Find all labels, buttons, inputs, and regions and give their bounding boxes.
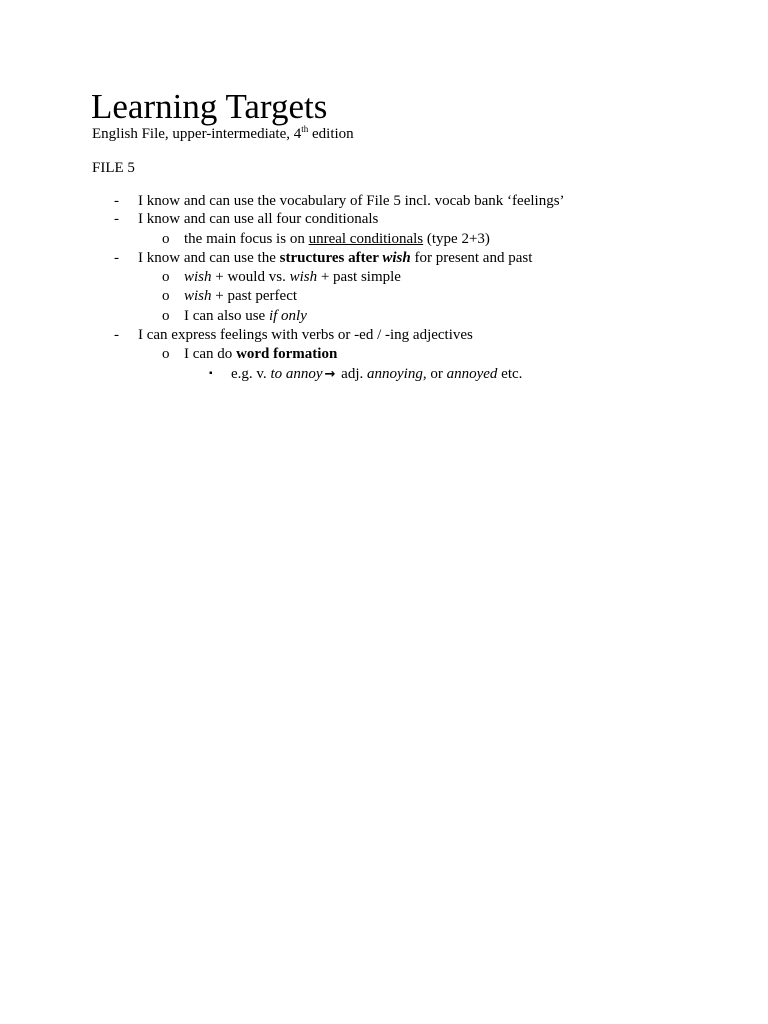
circle-bullet: o: [162, 346, 170, 362]
circle-bullet: o: [162, 231, 170, 247]
italic-text: annoying: [367, 366, 423, 382]
list-item-text: [138, 249, 532, 267]
text-run: I can also use: [184, 308, 269, 324]
text-run: adj.: [337, 366, 367, 382]
list-item-text: [184, 230, 490, 248]
subtitle-suffix: edition: [308, 126, 354, 142]
italic-text: annoyed: [446, 366, 498, 382]
list-item-text: [231, 365, 522, 384]
arrow-right-icon: →: [324, 367, 336, 382]
dash-bullet: -: [114, 327, 119, 343]
page-subtitle: [92, 125, 354, 143]
list-item-text: [184, 307, 307, 325]
subtitle-text: English File, upper-intermediate, 4: [92, 126, 302, 142]
section-heading: FILE 5: [92, 160, 135, 176]
bold-text: structures after: [279, 250, 383, 266]
italic-text: to annoy: [270, 366, 323, 382]
dash-bullet: -: [114, 193, 119, 209]
italic-text: if only: [268, 308, 307, 324]
square-bullet: ▪: [209, 368, 213, 379]
italic-text: wish: [184, 288, 212, 304]
text-run: the main focus is on: [184, 231, 309, 247]
bold-italic-text: wish: [382, 250, 411, 266]
text-run: e.g. v.: [231, 366, 271, 382]
text-run: + past perfect: [211, 288, 298, 304]
subtitle-superscript: th: [301, 124, 309, 134]
list-item-text: I know and can use the vocabulary of File 5 incl. vocab bank ‘feelings’: [138, 193, 565, 209]
text-run: (type 2+3): [423, 231, 490, 247]
underlined-text: unreal conditionals: [308, 231, 424, 247]
text-run: I know and can use the: [138, 250, 280, 266]
text-run: , or: [422, 366, 447, 382]
list-item-text: [184, 268, 401, 286]
text-run: etc.: [497, 366, 523, 382]
bold-text: word formation: [236, 346, 338, 362]
text-run: I can do: [184, 346, 237, 362]
text-run: + past simple: [317, 269, 401, 285]
list-item-text: I can express feelings with verbs or -ed / -ing adjectives: [138, 327, 473, 343]
italic-text: wish: [184, 269, 212, 285]
circle-bullet: o: [162, 269, 170, 285]
text-run: + would vs.: [211, 269, 290, 285]
page-title: Learning Targets: [91, 87, 328, 126]
circle-bullet: o: [162, 308, 170, 324]
list-item-text: [184, 345, 337, 363]
italic-text: wish: [289, 269, 318, 285]
list-item-text: [184, 287, 297, 305]
text-run: for present and past: [410, 250, 533, 266]
dash-bullet: -: [114, 250, 119, 266]
dash-bullet: -: [114, 211, 119, 227]
list-item-text: I know and can use all four conditionals: [138, 211, 379, 227]
circle-bullet: o: [162, 288, 170, 304]
